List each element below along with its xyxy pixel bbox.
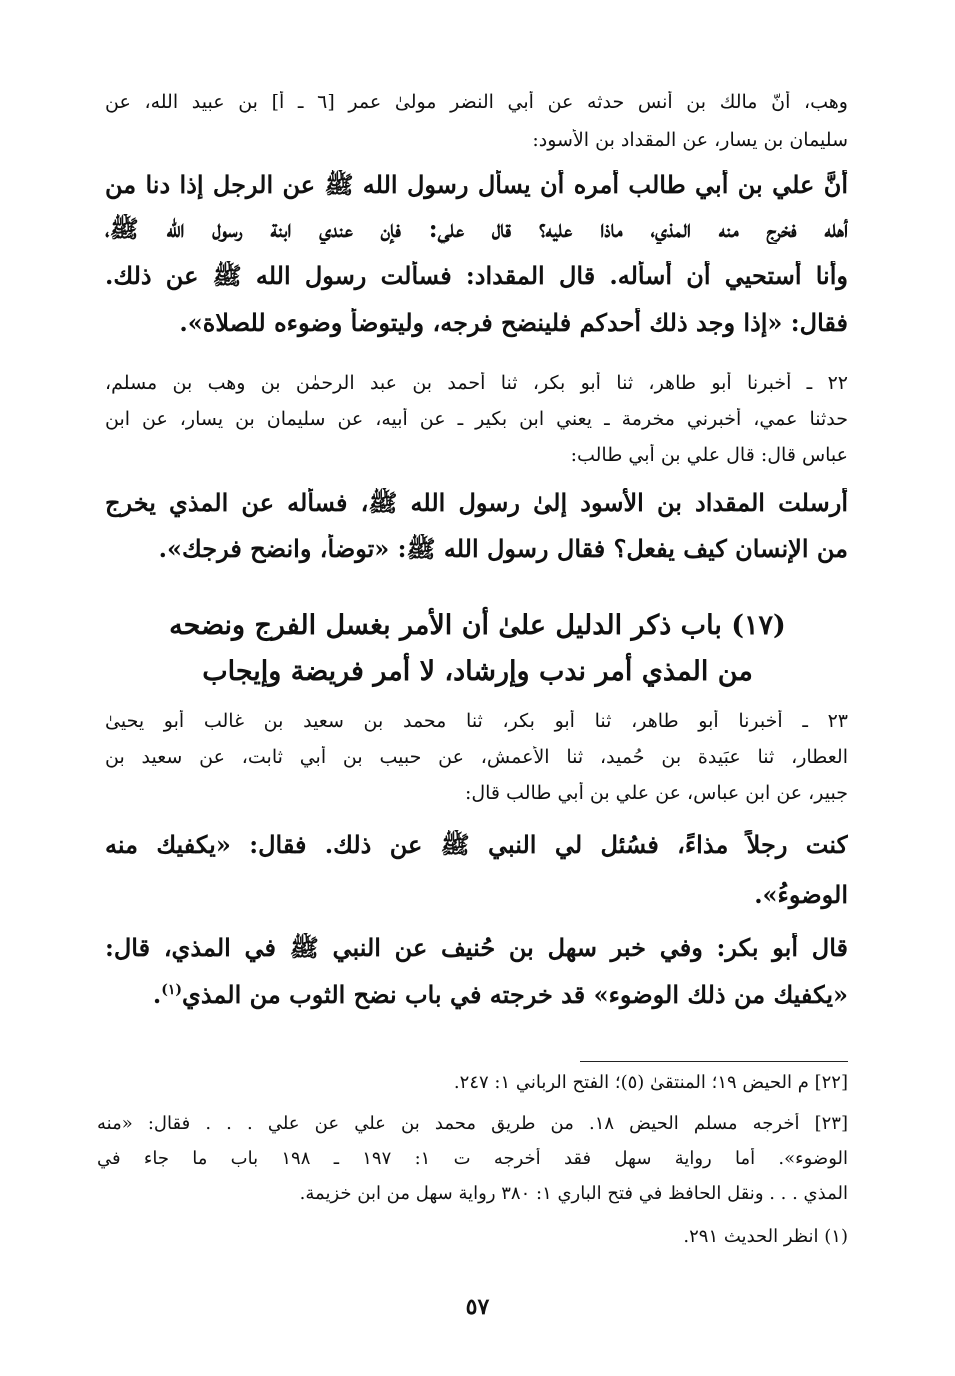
footnote-line: (١) انظر الحديث ٢٩١. [683,1226,848,1247]
isnad-line: سليمان بن يسار، عن المقداد بن الأسود: [532,129,848,151]
isnad-line: ٢٢ ـ أخبرنا أبو طاهر، ثنا أبو بكر، ثنا أحمد بن عبد الرحمٰن بن وهب بن مسلم، [105,372,848,394]
isnad-line: عباس قال: قال علي بن أبي طالب: [570,444,848,466]
isnad-line: جبير، عن ابن عباس، عن علي بن أبي طالب قال: [464,782,848,804]
footnote-line: [٢٣] أخرجه مسلم الحيض ١٨. من طريق محمد بن علي عن علي . . . فقال: «منه [97,1113,848,1134]
hadith-text-line: أرسلت المقداد بن الأسود إلىٰ رسول الله ﷺ، فسأله عن المذي يخرج [105,488,848,517]
footnote-line: الوضوء». أما رواية سهل فقد أخرجه ت ١: ١٩٧ ـ ١٩٨ باب ما جاء في [97,1148,848,1169]
footnote-rule [580,1061,848,1062]
isnad-line: وهب، أنّ مالك بن أنس حدثه عن أبي النضر مولىٰ عمر [٦ ـ أ] بن عبيد الله، عن [105,91,848,113]
footnote-marker[interactable]: (١) [161,982,183,998]
hadith-text-line: قال أبو بكر: وفي خبر سهل بن حُنيف عن النبي ﷺ في المذي، قال: [105,933,848,962]
hadith-text-line: من الإنسان كيف يفعل؟ فقال رسول الله ﷺ: «توضأ، وانضح فرجك». [158,534,848,563]
isnad-line: حدثنا عمي، أخبرني مخرمة ـ يعني ابن بكير ـ عن أبيه، عن سليمان بن يسار، عن ابن [105,408,848,430]
footnote-line: المذي . . . ونقل الحافظ في فتح الباري ١: ٣٨٠ رواية سهل من ابن خزيمة. [299,1183,848,1204]
hadith-text-line: وأنا أستحيي أن أسأله. قال المقداد: فسألت رسول الله ﷺ عن ذلك. [105,261,848,290]
hadith-text-line: فقال: «إذا وجد ذلك أحدكم فلينضح فرجه، وليتوضأ وضوءه للصلاة». [179,308,848,337]
isnad-line: ٢٣ ـ أخبرنا أبو طاهر، ثنا أبو بكر، ثنا محمد بن سعيد بن غالب أبو يحيىٰ [105,710,848,732]
hadith-text-line [105,980,848,1010]
hadith-text-line: الوضوءُ». [754,880,848,909]
full-stop: . [152,980,162,1009]
chapter-heading: (١٧) باب ذكر الدليل علىٰ أن الأمر بغسل الفرج ونضحه [169,610,786,641]
hadith-text-line: أنَّ علي بن أبي طالب أمره أن يسأل رسول الله ﷺ عن الرجل إذا دنا من [105,170,848,199]
comment-text: «يكفيك من ذلك الوضوء» قد خرجته في باب نضح الثوب من المذي [182,980,848,1009]
chapter-heading: من المذي أمر ندب وإرشاد، لا أمر فريضة وإيجاب [202,656,753,687]
hadith-text-line: أهله فخرج منه المذي، ماذا عليه؟ قال علي: فإن عندي ابنة رسول الله ﷺ، [105,214,848,243]
isnad-line: العطار، ثنا عبَيدة بن حُميد، ثنا الأعمش، عن حبيب بن أبي ثابت، عن سعيد بن [105,746,848,768]
footnote-line: [٢٢] م الحيض ١٩؛ المنتقىٰ (٥)؛ الفتح الرباني ١: ٢٤٧. [453,1072,848,1093]
page-number: ٥٧ [465,1294,490,1320]
hadith-text-line: كنت رجلاً مذاءً، فسُئل لي النبي ﷺ عن ذلك. فقال: «يكفيك منه [105,830,848,859]
